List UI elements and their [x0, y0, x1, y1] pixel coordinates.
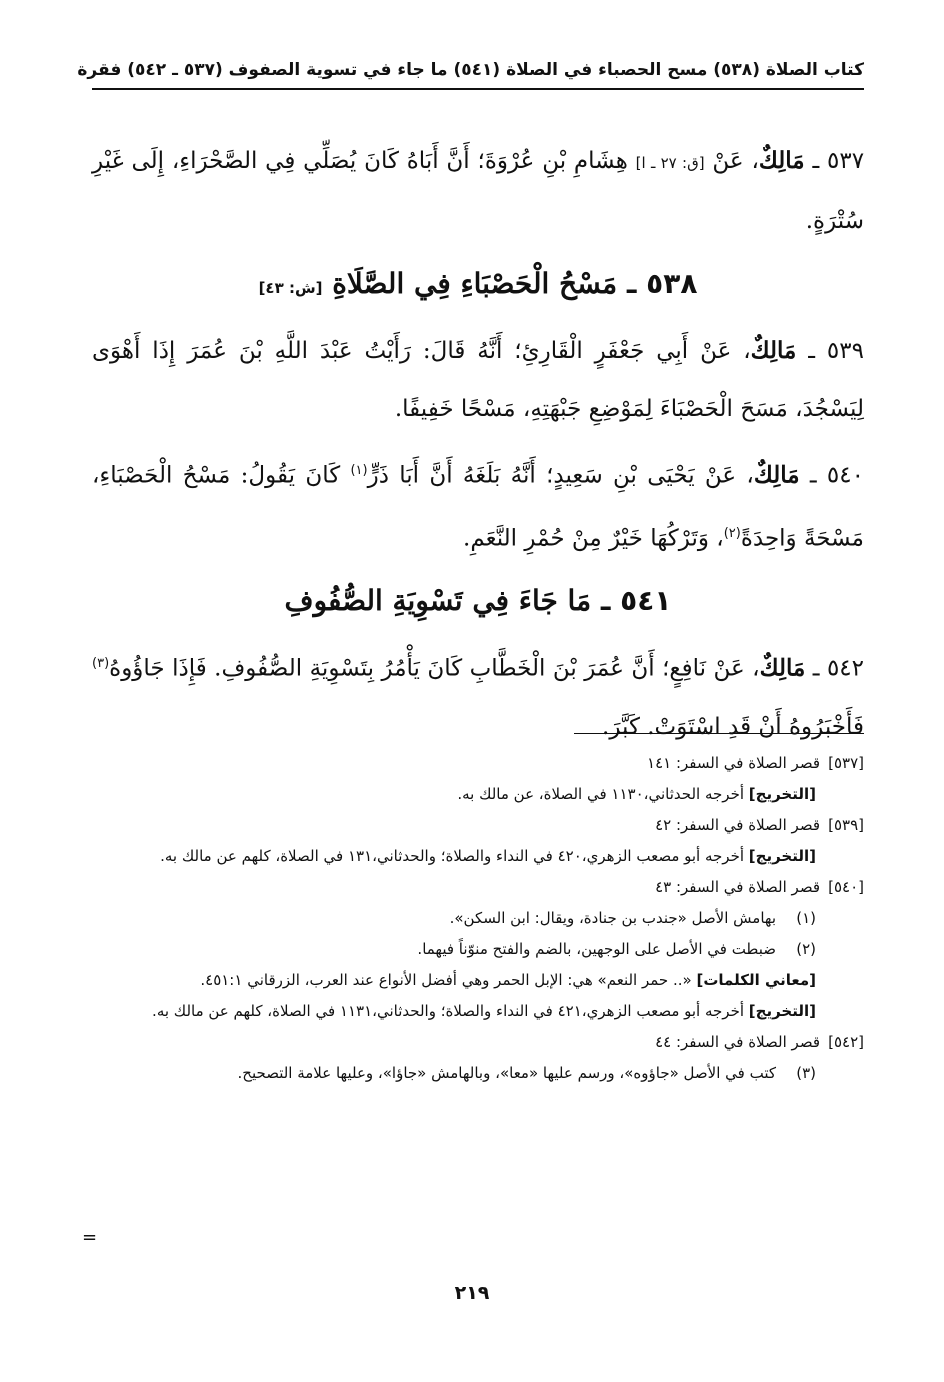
main-text	[92, 132, 864, 760]
manuscript-ref: [ق: ٢٧ ـ ا]	[635, 154, 705, 172]
note-label: [معاني الكلمات]	[696, 971, 816, 989]
note-540	[92, 872, 864, 903]
chapter-538-heading	[92, 254, 864, 318]
hadith-text: ، عَنْ	[712, 148, 759, 174]
hadith-537	[92, 132, 864, 250]
hadith-number: ٥٤٢ ـ	[812, 655, 865, 682]
manuscript-ref: [ش: ٤٣]	[258, 279, 323, 297]
chapter-number: ٥٤١ ـ	[600, 584, 672, 618]
hadith-number: ٥٣٩ ـ	[808, 338, 864, 364]
footnote-mark: (١)	[796, 909, 816, 927]
note-label: [التخريج]	[748, 785, 816, 803]
note-540-takhrij	[92, 996, 864, 1027]
note-539-takhrij	[92, 841, 864, 872]
note-text: أخرجه أبو مصعب الزهري،٤٢١ في النداء والصلاة؛ والحدثاني،١١٣١ في الصلاة، كلهم عن مالك به.	[152, 1002, 745, 1020]
hadith-542	[92, 635, 864, 756]
note-line: قصر الصلاة في السفر: ٤٢	[655, 816, 820, 834]
note-text: أخرجه أبو مصعب الزهري،٤٢٠ في النداء والصلاة؛ والحدثاني،١٣١ في الصلاة، كلهم عن مالك به.	[160, 847, 745, 865]
note-537	[92, 748, 864, 779]
note-line: قصر الصلاة في السفر: ١٤١	[647, 754, 820, 772]
footnote-3	[92, 1058, 864, 1089]
hadith-text: فَأَخْبَرُوهُ أَنْ قَدِ اسْتَوَتْ. كَبَّرَ.	[602, 713, 864, 740]
note-ref: [٥٣٧]	[828, 754, 864, 772]
footnote-marker[interactable]: (٣)	[92, 656, 110, 672]
chapter-title: مَسْحُ الْحَصْبَاءِ فِي الصَّلَاةِ	[332, 267, 618, 300]
hadith-text: ، وَتَرْكُهَا خَيْرٌ مِنْ حُمْرِ النَّعَمِ.	[463, 525, 724, 552]
continuation-mark: =	[82, 1227, 98, 1248]
note-ref: [٥٤٢]	[828, 1033, 864, 1051]
note-ref: [٥٣٩]	[828, 816, 864, 834]
chapter-541-heading	[92, 571, 864, 631]
note-ref: [٥٤٠]	[828, 878, 864, 896]
note-line: قصر الصلاة في السفر: ٤٣	[655, 878, 820, 896]
hadith-text: هِشَامِ بْنِ عُرْوَةَ؛ أَنَّ أَبَاهُ كَانَ يُصَلِّي فِي الصَّحْرَاءِ، إِلَى غَيْرِ سُتْرَةٍ.	[92, 148, 864, 234]
hadith-number: ٥٣٧ ـ	[812, 148, 865, 174]
footnote-mark: (٢)	[796, 940, 816, 958]
note-line: قصر الصلاة في السفر: ٤٤	[655, 1033, 820, 1051]
footnote-marker[interactable]: (٢)	[723, 525, 741, 541]
footnote-text: كتب في الأصل «جاؤوه»، ورسم عليها «معا»، وبالهامش «جاؤا»، وعليها علامة التصحيح.	[237, 1064, 776, 1082]
footnote-divider	[574, 733, 864, 734]
page-number: ٢١٩	[454, 1282, 490, 1304]
narrator-name: مَالِكٌ	[753, 461, 800, 489]
footnote-marker[interactable]: (١)	[350, 463, 368, 478]
footnote-text: بهامش الأصل «جندب بن جنادة، ويقال: ابن السكن».	[449, 909, 776, 927]
narrator-name: مَالِكٌ	[759, 654, 806, 682]
hadith-540	[92, 442, 864, 567]
hadith-text: ، عَنْ يَحْيَى بْنِ سَعِيدٍ؛ أَنَّهُ بَلَغَهُ أَنَّ أَبَا ذَرٍّ	[367, 462, 754, 489]
note-542	[92, 1027, 864, 1058]
chapter-title: مَا جَاءَ فِي تَسْوِيَةِ الصُّفُوفِ	[284, 584, 592, 618]
footnote-mark: (٣)	[796, 1064, 816, 1082]
note-text: أخرجه الحدثاني،١١٣٠ في الصلاة، عن مالك به.	[457, 785, 745, 803]
hadith-text: ، عَنْ نَافِعٍ؛ أَنَّ عُمَرَ بْنَ الْخَطَّابِ كَانَ يَأْمُرُ بِتَسْوِيَةِ الصُّفُوفِ. فَإِذَا جَاؤُوهُ	[109, 655, 760, 682]
note-text: «.. حمر النعم» هي: الإبل الحمر وهي أفضل الأنواع عند العرب، الزرقاني ٤٥١:١.	[200, 971, 692, 989]
footnote-text: ضبطت في الأصل على الوجهين، بالضم والفتح منوّناً فيهما.	[417, 940, 776, 958]
hadith-number: ٥٤٠ ـ	[809, 462, 864, 489]
footnote-1	[92, 903, 864, 934]
narrator-name: مَالِكٌ	[758, 147, 805, 174]
hadith-text: ، عَنْ أَبِي جَعْفَرٍ الْقَارِئِ؛ أَنَّهُ قَالَ: رَأَيْتُ عَبْدَ اللَّهِ بْنَ عُمَرَ إِذَا أَهْوَى لِيَسْجُدَ، مَسَحَ الْحَصْبَاءَ لِمَوْضِعِ جَبْهَتِهِ، مَسْحًا خَفِيفًا.	[92, 338, 864, 422]
running-header: كتاب الصلاة (٥٣٨) مسح الحصباء في الصلاة (٥٤١) ما جاء في تسوية الصفوف (٥٣٧ ـ ٥٤٢) فقرة	[92, 52, 864, 90]
hadith-539	[92, 322, 864, 438]
narrator-name: مَالِكٌ	[750, 337, 797, 364]
note-label: [التخريج]	[748, 1002, 816, 1020]
note-540-words	[92, 965, 864, 996]
footnote-2	[92, 934, 864, 965]
note-label: [التخريج]	[748, 847, 816, 865]
hadith-text: كَانَ يَقُولُ: مَسْحُ الْحَصْبَاءِ، مَسْحَةً وَاحِدَةً	[92, 462, 864, 552]
chapter-number: ٥٣٨ ـ	[626, 267, 698, 300]
footnotes	[92, 748, 864, 1089]
note-539	[92, 810, 864, 841]
note-537-takhrij	[92, 779, 864, 810]
